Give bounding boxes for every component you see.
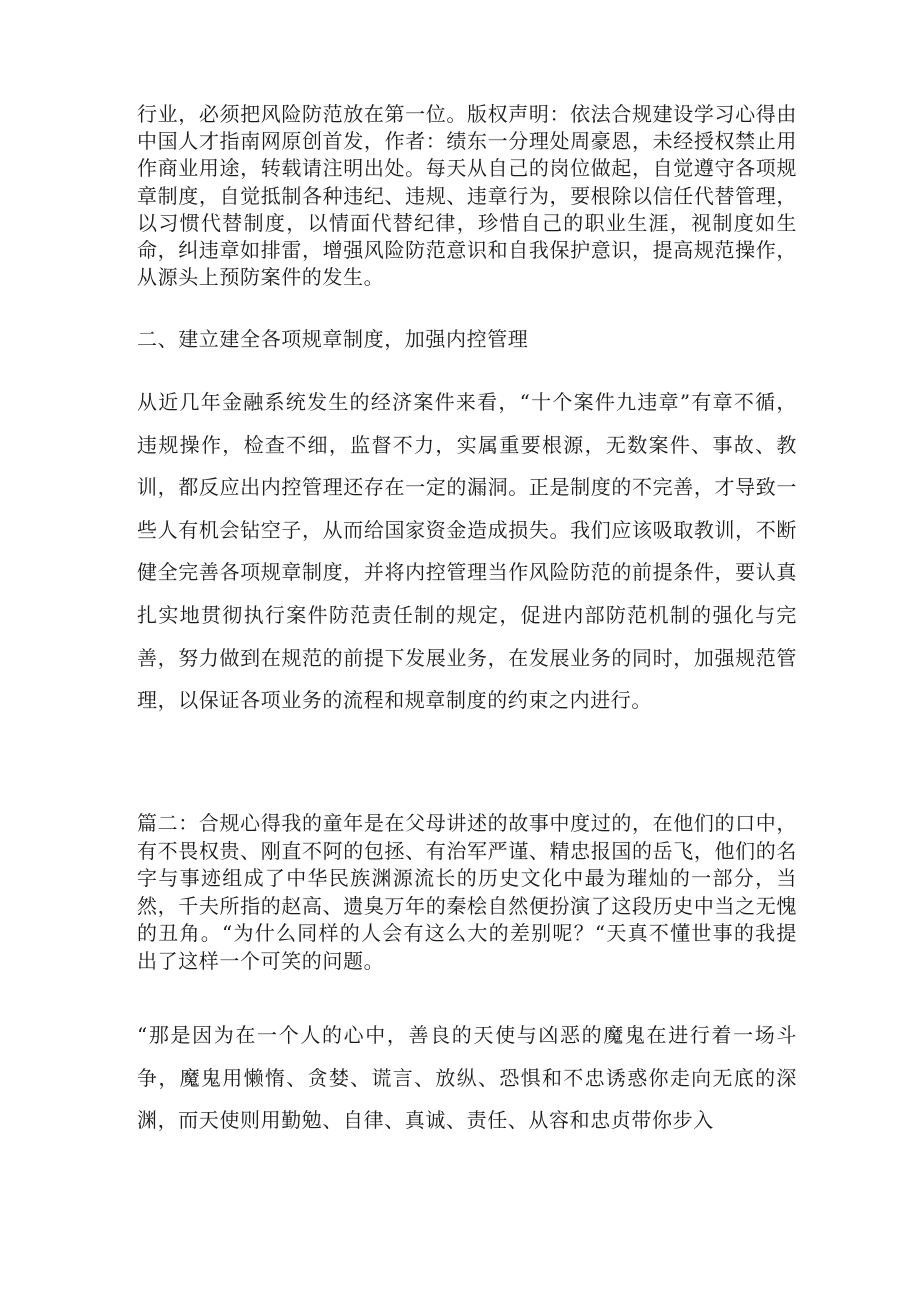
paragraph-4: “那是因为在一个人的心中，善良的天使与凶恶的魔鬼在进行着一场斗争，魔鬼用懒惰、贪婪、谎言、放纵、恐惧和不忠诱惑你走向无底的深渊，而天使则用勤勉、自律、真诚、责任、从容和忠贞带你步入 xyxy=(137,1023,797,1133)
section-heading: 二、建立建全各项规章制度，加强内控管理 xyxy=(137,327,529,351)
paragraph-2: 从近几年金融系统发生的经济案件来看，“十个案件九违章”有章不循，违规操作，检查不细，监督不力，实属重要根源，无数案件、事故、教训，都反应出内控管理还存在一定的漏洞。正是制度的不完善，才导致一些人有机会钻空子，从而给国家资金造成损失。我们应该吸取教训，不断健全完善各项规章制度，并将内控管理当作风险防范的前提条件，要认真扎实地贯彻执行案件防范责任制的规定，促进内部防范机制的强化与完善，努力做到在规范的前提下发展业务，在发展业务的同时，加强规范管理，以保证各项业务的流程和规章制度的约束之内进行。 xyxy=(137,390,797,713)
paragraph-3: 篇二：合规心得我的童年是在父母讲述的故事中度过的，在他们的口中，有不畏权贵、刚直不阿的包拯、有治军严谨、精忠报国的岳飞，他们的名字与事迹组成了中华民族渊源流长的历史文化中最为璀灿的一部分，当然，千夫所指的赵高、遗臭万年的秦桧自然便扮演了这段历史中当之无愧的丑角。“为什么同样的人会有这么大的差别呢？“天真不懂世事的我提出了这样一个可笑的问题。 xyxy=(137,811,797,973)
paragraph-1: 行业，必须把风险防范放在第一位。版权声明：依法合规建设学习心得由中国人才指南网原创首发，作者：绩东一分理处周豪恩，未经授权禁止用作商业用途，转载请注明出处。每天从自己的岗位做起，自觉遵守各项规章制度，自觉抵制各种违纪、违规、违章行为，要根除以信任代替管理，以习惯代替制度，以情面代替纪律，珍惜自己的职业生涯，视制度如生命，纠违章如排雷，增强风险防范意识和自我保护意识，提高规范操作，从源头上预防案件的发生。 xyxy=(137,102,797,290)
